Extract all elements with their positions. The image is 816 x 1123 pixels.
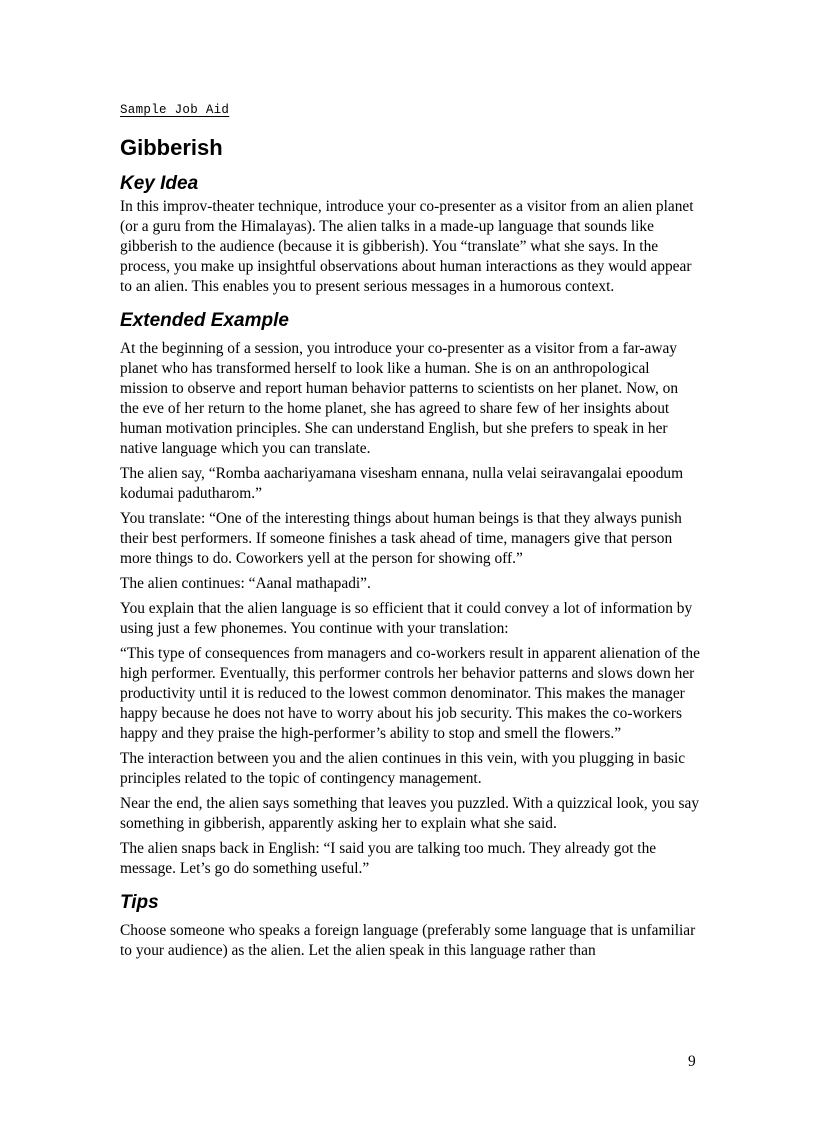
paragraph: You explain that the alien language is so efficient that it could convey a lot of information by using just a few phonemes. You continue with your translation: (120, 600, 693, 637)
section-heading-key-idea: Key Idea (120, 173, 199, 194)
page-number: 9 (688, 1053, 696, 1070)
paragraph: The alien continues: “Aanal mathapadi”. (120, 575, 371, 592)
section-heading-tips: Tips (120, 892, 159, 913)
header-label: Sample Job Aid (120, 103, 230, 117)
paragraph: Choose someone who speaks a foreign language (preferably some language that is unfamiliar to your audience) as the alien. Let the alien speak in this language rather than (120, 922, 696, 959)
paragraph: The alien say, “Romba aachariyamana visesham ennana, nulla velai seiravangalai epoodum kodumai padutharom.” (120, 465, 684, 502)
paragraph: In this improv-theater technique, introduce your co-presenter as a visitor from an alien planet (or a guru from the Himalayas). The alien talks in a made-up language that sounds like gibberish to the audience (because it is gibberish). You “translate” what she says. In the process, you make up insightful observations about human interactions as they would appear to an alien. This enables you to present serious messages in a humorous context. (120, 198, 694, 295)
paragraph: The alien snaps back in English: “I said you are talking too much. They already got the message. Let’s go do something useful.” (120, 840, 657, 877)
paragraph: The interaction between you and the alien continues in this vein, with you plugging in basic principles related to the topic of contingency management. (120, 750, 686, 787)
paragraph: Near the end, the alien says something that leaves you puzzled. With a quizzical look, you say something in gibberish, apparently asking her to explain what she said. (120, 795, 700, 832)
paragraph: You translate: “One of the interesting things about human beings is that they always punish their best performers. If someone finishes a task ahead of time, managers give that person more things to do. Coworkers yell at the person for showing off.” (120, 510, 682, 567)
paragraph: At the beginning of a session, you introduce your co-presenter as a visitor from a far-away planet who has transformed herself to look like a human. She is on an anthropological mission to observe and report human behavior patterns to scientists on her planet. Now, on the eve of her return to the home planet, she has agreed to share few of her insights about human motivation principles. She can understand English, but she prefers to speak in her native language which you can translate. (120, 340, 679, 457)
paragraph: “This type of consequences from managers and co-workers result in apparent alienation of the high performer. Eventually, this performer controls her behavior patterns and slows down her productivity until it is reduced to the lowest common denominator. This makes the manager happy because he does not have to worry about his job security. This makes the co-workers happy and they praise the high-performer’s ability to stop and smell the flowers.” (120, 645, 700, 742)
section-heading-extended-example: Extended Example (120, 310, 289, 331)
page-content (120, 134, 700, 966)
page-title: Gibberish (120, 135, 223, 160)
